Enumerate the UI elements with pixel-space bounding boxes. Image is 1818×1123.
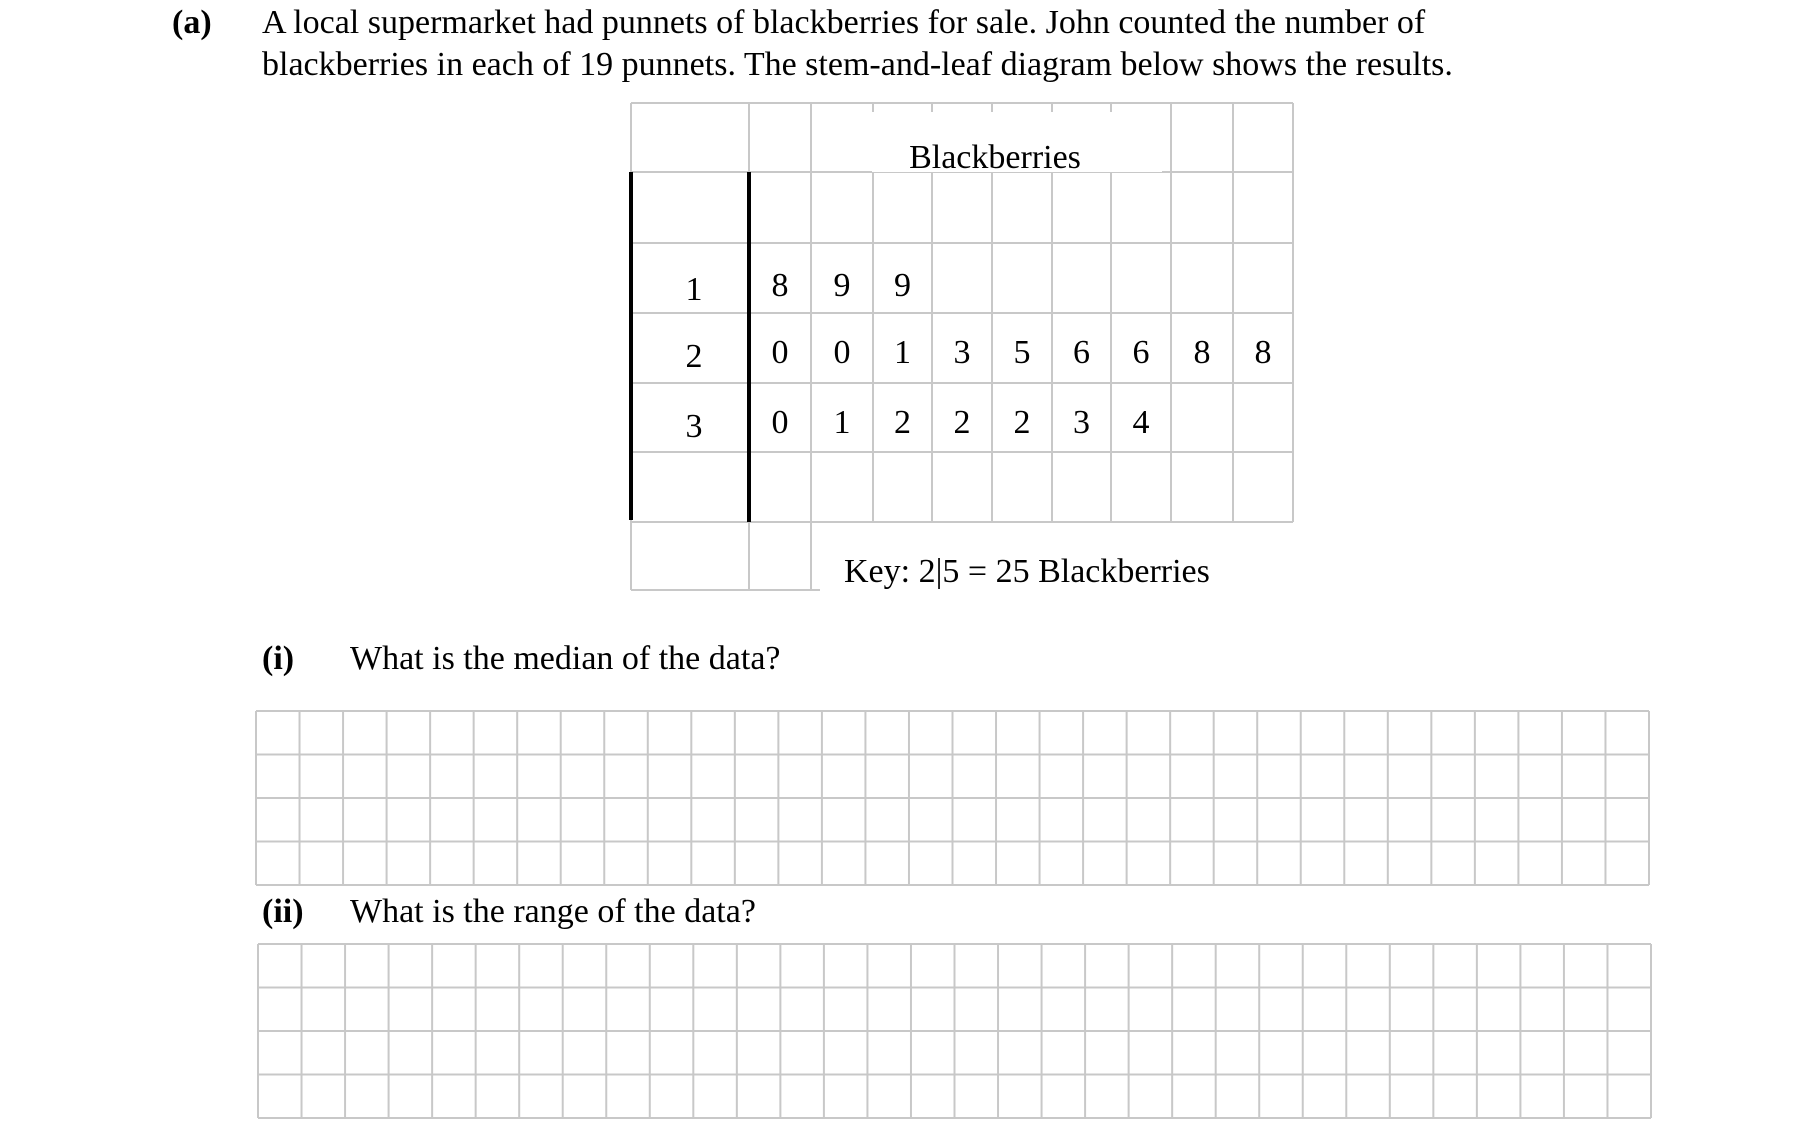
part-a-text-line1: A local supermarket had punnets of blackberries for sale. John counted the number of: [262, 4, 1426, 41]
leaf-value: 0: [833, 334, 851, 371]
leaf-value: 8: [1193, 334, 1211, 371]
diagram-key: Key: 2|5 = 25 Blackberries: [844, 553, 1210, 590]
leaf-value: 3: [953, 334, 971, 371]
answer-box-i[interactable]: [255, 710, 1650, 886]
leaf-value: 0: [771, 334, 789, 371]
leaf-value: 0: [771, 404, 789, 441]
leaf-value: 5: [1013, 334, 1031, 371]
leaf-value: 6: [1132, 334, 1150, 371]
stem-rows: [686, 267, 1272, 445]
question-ii-label: (ii): [262, 893, 304, 930]
question-i-text: What is the median of the data?: [350, 640, 781, 677]
leaf-value: 2: [1013, 404, 1031, 441]
question-i-label: (i): [262, 640, 295, 677]
question-ii-text: What is the range of the data?: [350, 893, 756, 930]
leaf-value: 8: [1254, 334, 1272, 371]
stem-value: 2: [685, 338, 703, 375]
leaf-value: 1: [833, 404, 851, 441]
diagram-title: Blackberries: [909, 139, 1081, 176]
stem-value: 1: [685, 271, 703, 308]
leaf-value: 4: [1132, 404, 1150, 441]
answer-box-ii[interactable]: [257, 943, 1652, 1119]
part-a-text-line2: blackberries in each of 19 punnets. The stem-and-leaf diagram below shows the results.: [262, 46, 1453, 83]
leaf-value: 9: [894, 267, 911, 304]
leaf-value: 9: [833, 267, 851, 304]
leaf-value: 3: [1073, 404, 1090, 441]
stem-value: 3: [685, 408, 703, 445]
part-a-label: (a): [172, 4, 212, 41]
leaf-value: 6: [1073, 334, 1090, 371]
leaf-value: 8: [771, 267, 789, 304]
leaf-value: 2: [894, 404, 911, 441]
leaf-value: 1: [894, 334, 911, 371]
leaf-value: 2: [953, 404, 971, 441]
